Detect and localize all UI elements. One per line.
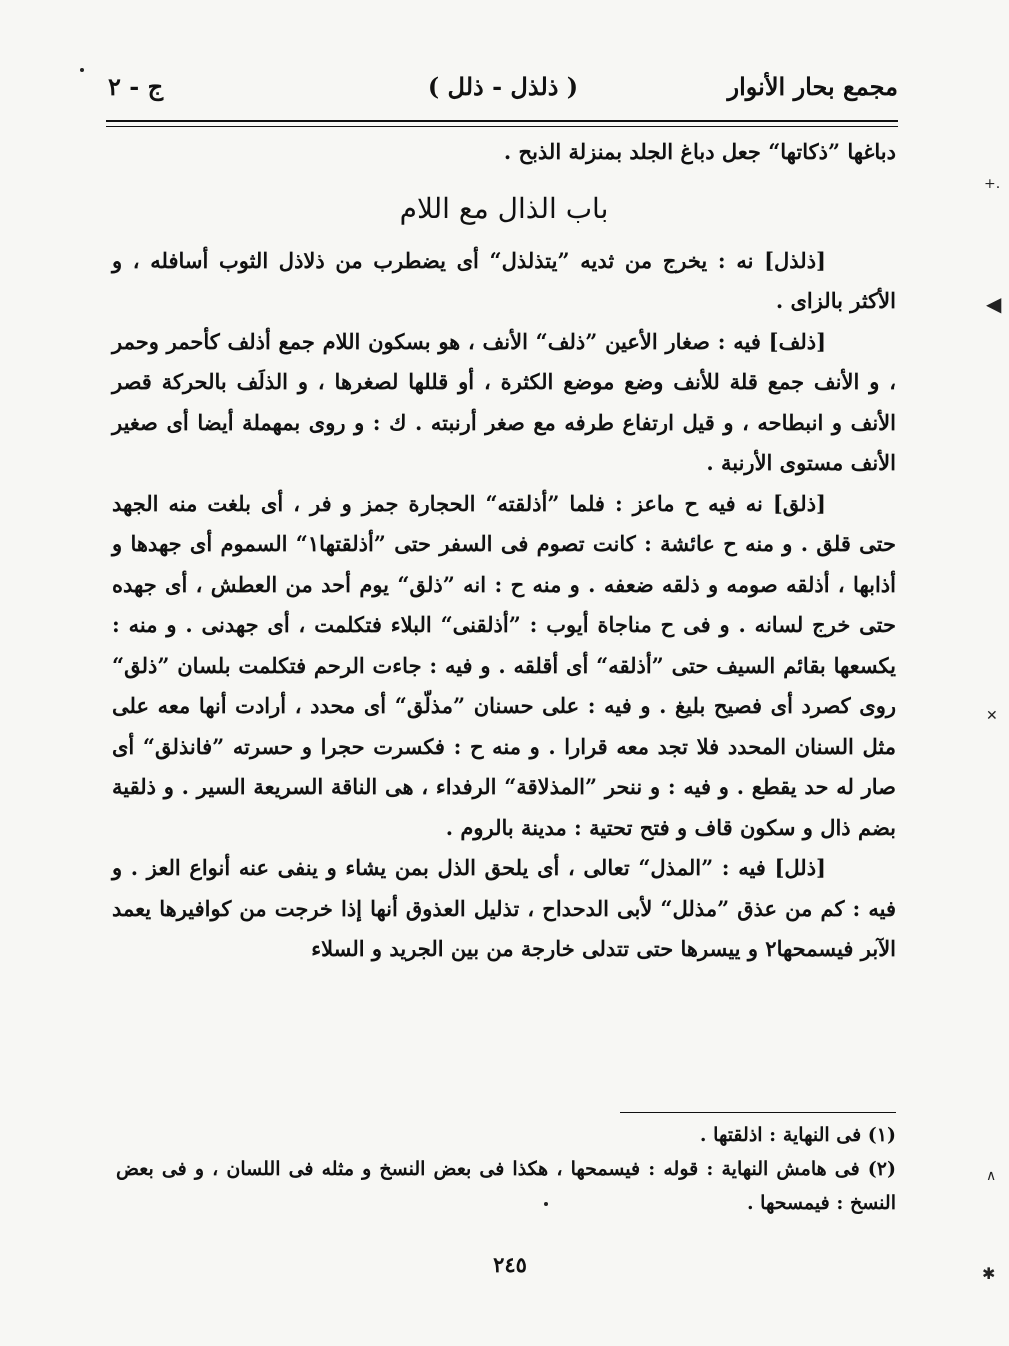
running-header — [108, 70, 898, 110]
margin-arrow-icon: ◀ — [986, 292, 1002, 316]
margin-mark-icon: ✱ — [982, 1264, 996, 1283]
footnote: (١) فى النهاية : اذلقتها . — [699, 1124, 896, 1146]
entry-range: ( ذلذل - ذلل ) — [427, 72, 579, 101]
margin-mark-icon: ✕ — [986, 708, 998, 724]
header-rule-thick — [106, 120, 898, 122]
entry-paragraph: [ذلل] فيه : ”المذل“ تعالى ، أى يلحق الذل بمن يشاء و ينفى عنه أنواع العز . و فيه : كم من عذق ”مذلل“ لأبى الدحداح ، تذليل العذوق أنها إذا خرجت من كوافيرها يعمد الآبر فيسمحها٢ و ييسرها حتى تتدلى خارجة من بين الجريد و السلاء — [112, 855, 896, 961]
entry-paragraph: [ذلق] نه فيه ح ماعز : فلما ”أذلقته“ الحجارة جمز و فر ، أى بلغت منه الجهد حتى قلق . و منه ح عائشة : كانت تصوم فى السفر حتى ”أذلقتها١“ السموم أى جهدها و أذابها ، أذلقه صومه و ذلقه ضعفه . و منه ح : انه ”ذلق“ يوم أحد من العطش ، أى جهده حتى خرج لسانه . و فى ح مناجاة أيوب : ”أذلقنى“ البلاء فتكلمت ، أى جهدنى . و منه : يكسعها بقائم السيف حتى ”أذلقه“ أى أقلقه . و فيه : جاءت الرحم فتكلمت بلسان ”ذلق“ روى كصرد أى فصيح بليغ . و فيه : على حسنان ”مذلّق“ أى محدد ، أرادت أنها معه على مثل السنان المحدد فلا تجد معه قرارا . و منه ح : فكسرت حجرا و حسرته ”فانذلق“ أى صار له حد يقطع . و فيه : و ننحر ”المذلاقة“ الرفداء ، هى الناقة السريعة السير . و ذلقية بضم ذال و سكون قاف و فتح تحتية : مدينة بالروم . — [112, 490, 897, 840]
entry-paragraph: [ذلف] فيه : صغار الأعين ”ذلف“ الأنف ، هو بسكون اللام جمع أذلف كأحمر وحمر ، و الأنف جمع قلة للأنف وضع موضع الكثرة ، أو قللها لصغرها ، و الذلَف بالحركة قصر الأنف و انبطاحه ، و قيل ارتفاع طرفه مع صغر أرنبته . ك : و روى بمهملة أيضا أى صغير الأنف مستوى الأرنبة . — [112, 328, 896, 475]
volume-number: ج - ٢ — [108, 72, 164, 101]
footnote-divider — [620, 1112, 896, 1113]
margin-mark-icon: +. — [984, 176, 1001, 192]
speck-mark — [544, 1202, 548, 1206]
entry-paragraph: [ذلذل] نه : يخرج من ثديه ”يتذلذل“ أى يضطرب من ذلاذل الثوب أسافله ، و الأكثر بالزاى . — [112, 247, 896, 313]
opening-line: دباغها ”ذكاتها“ جعل دباغ الجلد بمنزلة الذبح . — [503, 139, 896, 164]
page-number: ٢٤٥ — [493, 1252, 527, 1277]
chapter-heading: باب الذال مع اللام — [399, 191, 609, 225]
main-text — [112, 132, 896, 970]
header-rule-thin — [106, 126, 898, 127]
footnote: (٢) فى هامش النهاية : قوله : فيسمحها ، هكذا فى بعض النسخ و مثله فى اللسان ، و فى بعض النسخ : فيمسحها . — [116, 1158, 896, 1214]
speck-mark — [80, 68, 84, 72]
footnotes — [116, 1118, 896, 1220]
margin-mark-icon: ∧ — [986, 1168, 997, 1184]
book-title: مجمع بحار الأنوار — [727, 72, 898, 101]
